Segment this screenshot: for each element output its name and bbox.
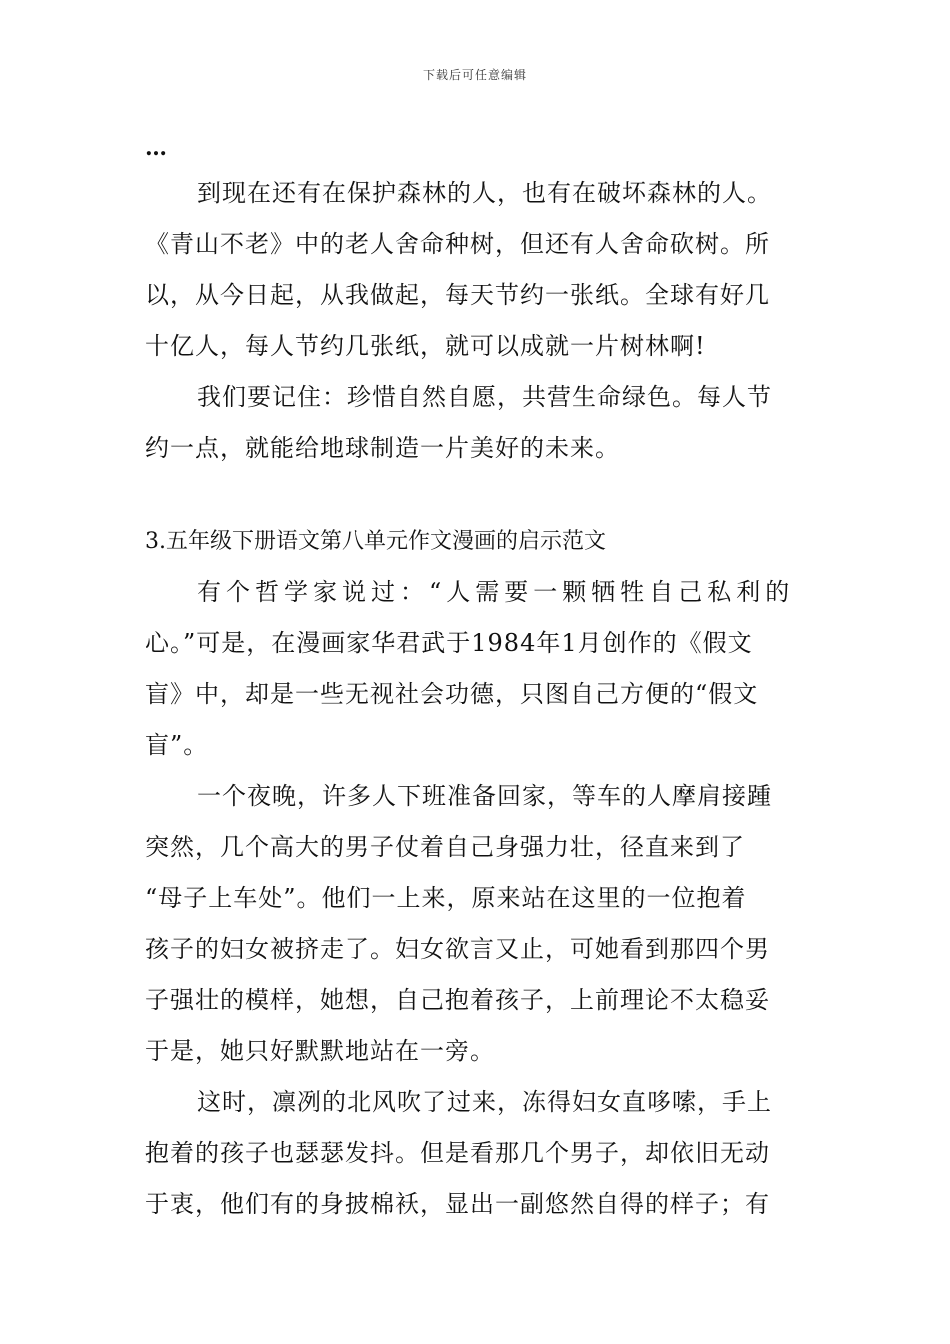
text-line: 突然，几个高大的男子仗着自己身强力壮，径直来到了 — [145, 833, 745, 861]
paragraph-evening — [145, 771, 810, 1077]
text-line: 十亿人，每人节约几张纸，就可以成就一片树林啊! — [145, 332, 706, 360]
text-line: 我们要记住：珍惜自然自愿，共营生命绿色。每人节 — [197, 383, 772, 411]
text-line: 子强壮的模样，她想，自己抱着孩子，上前理论不太稳妥 — [145, 986, 770, 1014]
text-line: 盲》中，却是一些无视社会功德，只图自己方便的“假文 — [145, 680, 759, 708]
text-line: 一个夜晚，许多人下班准备回家，等车的人摩肩接踵 — [197, 782, 772, 810]
text-line: 到现在还有在保护森林的人，也有在破坏森林的人。 — [197, 179, 772, 207]
section-heading: 3.五年级下册语文第八单元作文漫画的启示范文 — [145, 529, 606, 554]
text-line: 抱着的孩子也瑟瑟发抖。但是看那几个男子，却依旧无动 — [145, 1139, 770, 1167]
text-line: 盲”。 — [145, 731, 209, 759]
document-body — [145, 128, 810, 1230]
text-line: 孩子的妇女被挤走了。妇女欲言又止，可她看到那四个男 — [145, 935, 770, 963]
paragraph-north-wind — [145, 1077, 810, 1230]
paragraph-philosopher — [145, 567, 810, 771]
text-line: 于是，她只好默默地站在一旁。 — [145, 1037, 495, 1065]
text-line: “母子上车处”。他们一上来，原来站在这里的一位抱着 — [145, 884, 747, 912]
paragraph-protect-forest — [145, 168, 810, 372]
page-header: 下载后可任意编辑 — [422, 68, 527, 82]
text-line: 《青山不老》中的老人舍命种树，但还有人舍命砍树。所 — [145, 230, 770, 258]
ellipsis-marker: … — [145, 135, 167, 161]
text-line: 这时，凛冽的北风吹了过来，冻得妇女直哆嗦，手上 — [197, 1088, 772, 1116]
text-line: 于衷，他们有的身披棉袄，显出一副悠然自得的样子；有 — [145, 1190, 770, 1218]
text-line: 约一点，就能给地球制造一片美好的未来。 — [145, 434, 620, 462]
paragraph-remember — [145, 372, 810, 474]
text-line: 心。”可是，在漫画家华君武于1984年1月创作的《假文 — [145, 629, 753, 657]
text-line: 有个哲学家说过：“人需要一颗牺牲自己私利的 — [197, 578, 795, 606]
text-line: 以，从今日起，从我做起，每天节约一张纸。全球有好几 — [145, 281, 770, 309]
section-gap — [145, 474, 810, 516]
